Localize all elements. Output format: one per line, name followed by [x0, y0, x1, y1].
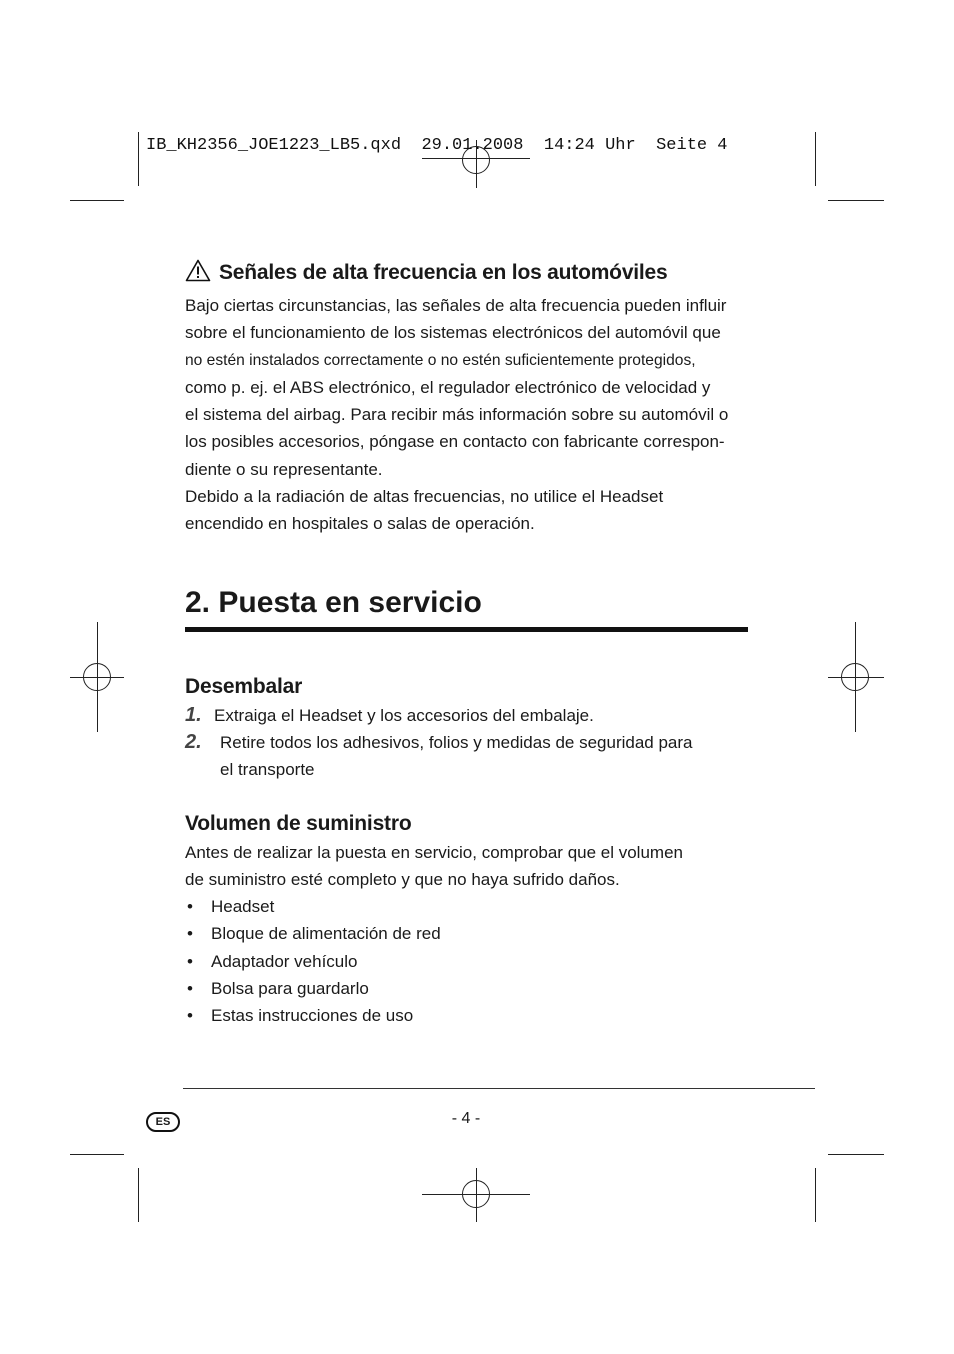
crop-mark	[70, 200, 124, 201]
chapter-rule	[185, 627, 748, 632]
text-line: diente o su representante.	[185, 459, 383, 479]
item-text: Adaptador vehículo	[211, 951, 358, 971]
bullet: •	[187, 924, 193, 944]
step-text: Extraiga el Headset y los accesorios del embalaje.	[214, 705, 594, 725]
item-text: Bolsa para guardarlo	[211, 979, 369, 999]
step-number: 2.	[185, 730, 202, 753]
footer-rule	[183, 1088, 815, 1089]
text-line: como p. ej. el ABS electrónico, el regulador electrónico de velocidad y	[185, 377, 711, 397]
list-item	[185, 893, 750, 920]
step-text	[220, 729, 693, 784]
registration-mark	[83, 663, 111, 691]
chapter-title: 2. Puesta en servicio	[185, 585, 482, 619]
item-text: Bloque de alimentación de red	[211, 924, 441, 944]
text-line: el transporte	[220, 760, 315, 780]
text-line: encendido en hospitales o salas de operación.	[185, 514, 535, 534]
step-number: 1.	[185, 703, 202, 726]
list-item	[185, 975, 750, 1002]
print-slug: IB_KH2356_JOE1223_LB5.qxd 29.01.2008 14:24 Uhr Seite 4	[146, 136, 728, 155]
list-item	[185, 920, 750, 947]
text-line: no estén instalados correctamente o no estén suficientemente protegidos,	[185, 351, 696, 369]
text-line: Debido a la radiación de altas frecuencias, no utilice el Headset	[185, 487, 664, 507]
warning-body	[185, 292, 750, 538]
supply-heading: Volumen de suministro	[185, 811, 412, 835]
text-line: Antes de realizar la puesta en servicio, comprobar que el volumen	[185, 842, 683, 862]
text-line: Bajo ciertas circunstancias, las señales de alta frecuencia pueden influir	[185, 296, 727, 315]
warning-triangle-icon	[185, 259, 211, 291]
bullet: •	[187, 897, 193, 917]
warning-title: Señales de alta frecuencia en los automóviles	[219, 261, 668, 284]
unpacking-heading: Desembalar	[185, 674, 303, 698]
list-item	[185, 1002, 750, 1029]
item-text: Estas instrucciones de uso	[211, 1006, 414, 1026]
crop-mark	[828, 200, 884, 201]
registration-mark	[462, 1180, 490, 1208]
text-line: sobre el funcionamiento de los sistemas electrónicos del automóvil que	[185, 323, 721, 343]
registration-mark	[841, 663, 869, 691]
bullet: •	[187, 979, 193, 999]
item-text: Headset	[211, 897, 275, 917]
bullet: •	[187, 1006, 193, 1026]
text-line: de suministro esté completo y que no haya sufrido daños.	[185, 869, 620, 889]
text-line: Retire todos los adhesivos, folios y medidas de seguridad para	[220, 732, 693, 752]
list-item	[185, 948, 750, 975]
page-number: - 4 -	[451, 1110, 481, 1127]
warning-heading	[185, 258, 750, 291]
list-item	[185, 729, 750, 784]
crop-mark	[828, 1154, 884, 1155]
page-content	[185, 258, 750, 1030]
bullet: •	[187, 951, 193, 971]
crop-mark	[138, 132, 139, 186]
crop-mark	[70, 1154, 124, 1155]
supply-list	[185, 893, 750, 1029]
crop-mark	[138, 1168, 139, 1222]
list-item	[185, 702, 750, 729]
text-line: el sistema del airbag. Para recibir más información sobre su automóvil o	[185, 405, 729, 425]
unpacking-steps	[185, 702, 750, 784]
crop-mark	[815, 1168, 816, 1222]
language-badge: ES	[146, 1112, 180, 1132]
crop-mark	[815, 132, 816, 186]
text-line: los posibles accesorios, póngase en contacto con fabricante correspon-	[185, 432, 725, 452]
